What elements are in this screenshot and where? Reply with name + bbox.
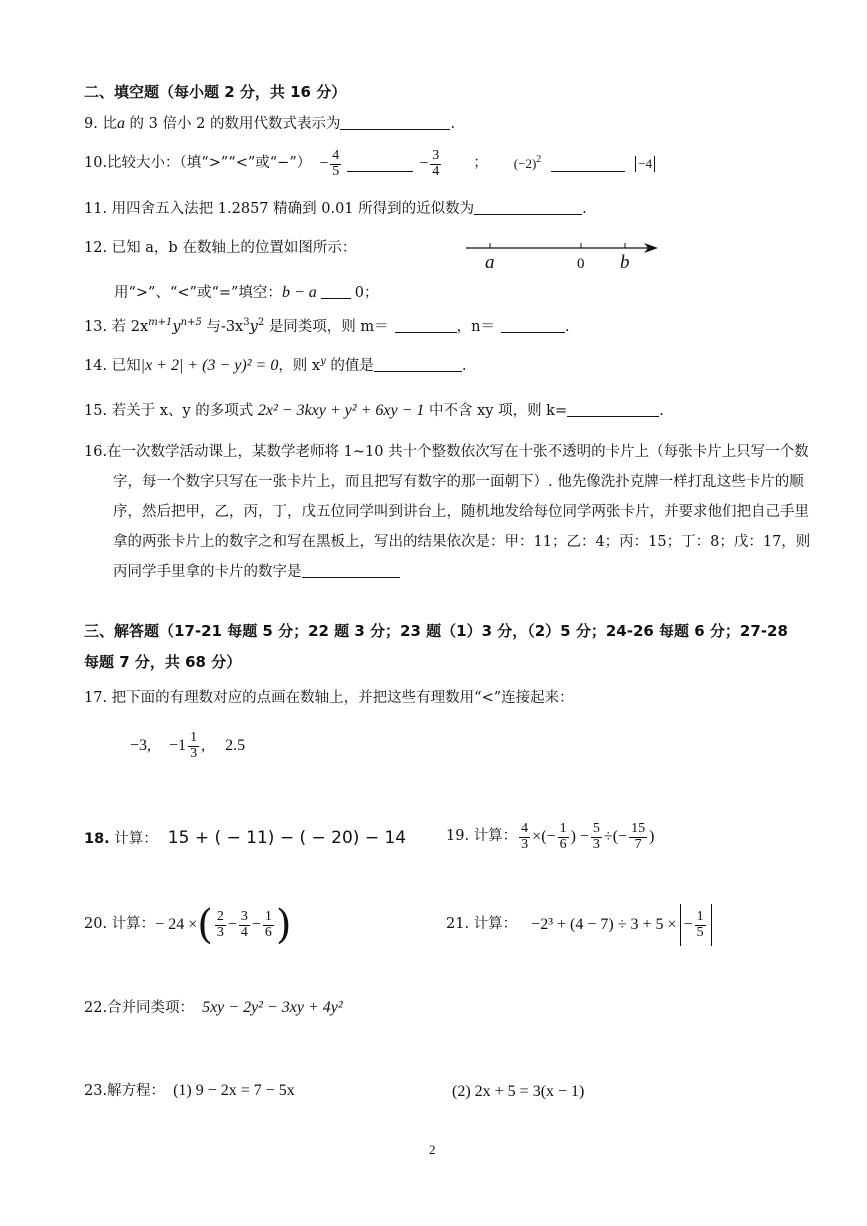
q10-f2-numerator: 3 xyxy=(432,147,440,163)
q12-label-0: 0 xyxy=(577,256,585,272)
q17-number-1: −3, xyxy=(130,737,152,755)
q9-end: . xyxy=(450,116,456,132)
q14-text-pre: 14. 已知 xyxy=(84,358,141,374)
q19-rparen-2: ) xyxy=(649,828,655,846)
q11-text: 11. 用四舍五入法把 1.2857 精确到 0.01 所得到的近似数为 xyxy=(84,201,475,217)
q20-big-rparen: ) xyxy=(275,902,292,948)
q19-b-num: 1 xyxy=(559,820,567,836)
q9-answer-blank[interactable] xyxy=(340,115,450,130)
q13-end: . xyxy=(565,319,570,335)
question-15 xyxy=(84,401,664,420)
section-3-heading: 三、解答题（17-21 每题 5 分；22 题 3 分；23 题（1）3 分，（2）5 分；24-26 每题 6 分；27-28 每题 7 分，共 68 分） xyxy=(84,622,788,671)
q13-blank-m[interactable] xyxy=(395,318,457,333)
q19-a-den: 3 xyxy=(521,836,529,852)
question-13 xyxy=(84,318,570,336)
q13-text-pre: 13. 若 2x xyxy=(84,319,149,335)
question-21 xyxy=(446,900,715,950)
q9-text-pre: 9. 比 xyxy=(84,116,117,132)
q21-den: 5 xyxy=(696,924,704,940)
q15-text-pre: 15. 若关于 x、y 的多项式 xyxy=(84,403,258,419)
q13-blank-n[interactable] xyxy=(501,318,565,333)
q20-a-num: 2 xyxy=(216,908,224,924)
q19-times: × xyxy=(532,828,542,846)
q14-exp: y xyxy=(320,356,326,367)
q19-divide: ÷ xyxy=(603,828,613,846)
q17-number-2-comma: , xyxy=(201,737,206,755)
q10-power-exp: 2 xyxy=(536,154,542,166)
q19-d-den: 7 xyxy=(634,836,642,852)
q20-minus-2: − xyxy=(251,916,261,934)
question-19 xyxy=(446,814,654,860)
question-14 xyxy=(84,356,466,375)
q18-text: 计算： xyxy=(109,831,158,847)
q10-f2-sign: − xyxy=(419,155,429,173)
q10-blank-2[interactable] xyxy=(551,157,625,172)
q9-text-post: 的 3 倍小 2 的数用代数式表示为 xyxy=(124,116,341,132)
q18-label: 18. xyxy=(84,831,110,847)
q20-b-num: 3 xyxy=(240,908,248,924)
q15-text-post: 中不含 xy 项，则 k= xyxy=(424,403,568,419)
q19-text: 19. 计算： xyxy=(446,828,518,845)
q14-text-post: 的值是 xyxy=(325,358,374,374)
q16-text: 16.在一次数学活动课上，某数学老师将 1~10 共十个整数依次写在十张不透明的卡片上（每张卡片上只写一个数字，每一个数字只写在一张卡片上，而且把写有数字的那一面朝下）. 他先像洗扑克牌一样打乱这些卡片的顺序，然后把甲，乙，丙，丁，戊五位同学叫到讲台上，随机地发给每位同学两张卡片，并要求他们把自己手里拿的两张卡片上的数字之和写在黑板上，写出的结果依次是：甲：11；乙：4；丙：15；丁：8；戊：17，则丙同学手里拿的卡片的数字是 xyxy=(84,444,811,580)
question-22 xyxy=(84,998,343,1017)
q21-num: 1 xyxy=(696,908,704,924)
q19-lparen-2: (− xyxy=(612,828,628,846)
q17-numbers xyxy=(130,722,245,770)
question-23 xyxy=(84,1081,295,1100)
q20-c-num: 1 xyxy=(264,908,272,924)
q13-exp-3: 3 xyxy=(243,317,250,328)
q20-c-den: 6 xyxy=(264,924,272,940)
question-10 xyxy=(84,142,655,186)
q20-a-den: 3 xyxy=(216,924,224,940)
q15-end: . xyxy=(659,403,664,419)
q13-exp-2: n+5 xyxy=(180,317,202,328)
q13-exp-1: m+1 xyxy=(148,317,173,328)
question-17: 17. 把下面的有理数对应的点画在数轴上，并把这些有理数用“<”连接起来： xyxy=(84,690,574,706)
q10-absolute-value: −4 xyxy=(635,156,655,172)
q10-f2-denominator: 4 xyxy=(432,163,440,179)
q13-comma: ，n＝ xyxy=(456,319,495,335)
q12-label-a: a xyxy=(485,252,495,273)
question-9 xyxy=(84,114,455,133)
question-11 xyxy=(84,200,587,218)
q11-end: . xyxy=(582,201,587,217)
q12-fill-post: 0； xyxy=(354,285,379,301)
q13-exp-4: 2 xyxy=(257,317,265,328)
q14-text-mid: ，则 x xyxy=(278,358,321,374)
page-number: 2 xyxy=(429,1142,436,1157)
q22-text: 22.合并同类项： xyxy=(84,1000,195,1016)
q10-power-base: (−2) xyxy=(513,156,537,172)
q17-number-2-whole: −1 xyxy=(169,737,187,755)
q21-abs-left xyxy=(680,904,681,946)
q12-expression: b − a xyxy=(281,284,317,301)
q17-number-2-numerator: 1 xyxy=(190,729,198,745)
q19-a-num: 4 xyxy=(521,820,529,836)
q13-text-post: 是同类项，则 m＝ xyxy=(264,319,389,335)
q13-y: y xyxy=(172,319,181,335)
q20-big-lparen: ( xyxy=(197,902,213,948)
q10-f1-sign: − xyxy=(319,155,329,173)
q19-lparen: (− xyxy=(541,828,556,846)
q22-expression: 5xy − 2y² − 3xy + 4y² xyxy=(202,999,343,1016)
q21-text: 21. 计算： xyxy=(446,916,518,933)
q17-number-3: 2.5 xyxy=(225,737,246,755)
q21-expression: −2³ + (4 − 7) ÷ 3 + 5 × xyxy=(531,916,677,934)
q21-sign: − xyxy=(683,916,693,934)
q12-fill-text: 用“>”、“<”或“=”填空： xyxy=(114,285,282,301)
q13-text-mid: 与-3x xyxy=(201,319,244,335)
section-2-heading: 二、填空题（每小题 2 分，共 16 分） xyxy=(84,83,347,101)
q14-end: . xyxy=(461,358,467,374)
q10-f1-denominator: 5 xyxy=(332,163,340,179)
q23-part-2: (2) 2x + 5 = 3(x − 1) xyxy=(452,1083,585,1100)
q19-c-den: 3 xyxy=(592,836,600,852)
q16-answer-blank[interactable] xyxy=(302,563,400,578)
q14-answer-blank[interactable] xyxy=(374,357,462,372)
question-16 xyxy=(84,437,817,587)
q9-variable: a xyxy=(116,115,125,132)
q12-label-b: b xyxy=(620,252,630,273)
q20-text: 20. 计算： xyxy=(84,916,156,933)
q19-b-den: 6 xyxy=(559,836,567,852)
q10-text: 10.比较大小：（填“>”“<”或“−”） xyxy=(84,155,312,172)
q18-expression: 15 + ( − 11) − ( − 20) − 14 xyxy=(167,828,407,848)
q17-number-2-denominator: 3 xyxy=(190,745,198,761)
q12-answer-blank[interactable] xyxy=(321,284,351,299)
q20-minus-1: − xyxy=(227,916,237,934)
q21-abs-right xyxy=(711,904,712,946)
question-18 xyxy=(84,828,406,848)
q14-equation: |x + 2| + (3 − y)² = 0 xyxy=(140,357,279,374)
q19-d-num: 15 xyxy=(631,820,646,836)
q11-answer-blank[interactable] xyxy=(474,200,582,215)
q10-f1-numerator: 4 xyxy=(332,147,340,163)
q13-y2: y xyxy=(249,319,258,335)
q19-c-num: 5 xyxy=(592,820,600,836)
q15-polynomial: 2x² − 3kxy + y² + 6xy − 1 xyxy=(257,402,425,419)
q20-lead: − 24 × xyxy=(155,916,198,934)
q15-answer-blank[interactable] xyxy=(567,402,659,417)
question-12-fill xyxy=(114,283,378,302)
question-20 xyxy=(84,900,292,950)
q23-part-1: (1) 9 − 2x = 7 − 5x xyxy=(173,1082,295,1099)
q20-b-den: 4 xyxy=(240,924,248,940)
q10-blank-1[interactable] xyxy=(347,157,413,172)
q19-rparen-minus: ) − xyxy=(570,828,589,846)
q23-text: 23.解方程： xyxy=(84,1083,166,1099)
question-12: 12. 已知 a，b 在数轴上的位置如图所示： xyxy=(84,240,357,256)
q10-semicolon: ； xyxy=(473,155,488,172)
